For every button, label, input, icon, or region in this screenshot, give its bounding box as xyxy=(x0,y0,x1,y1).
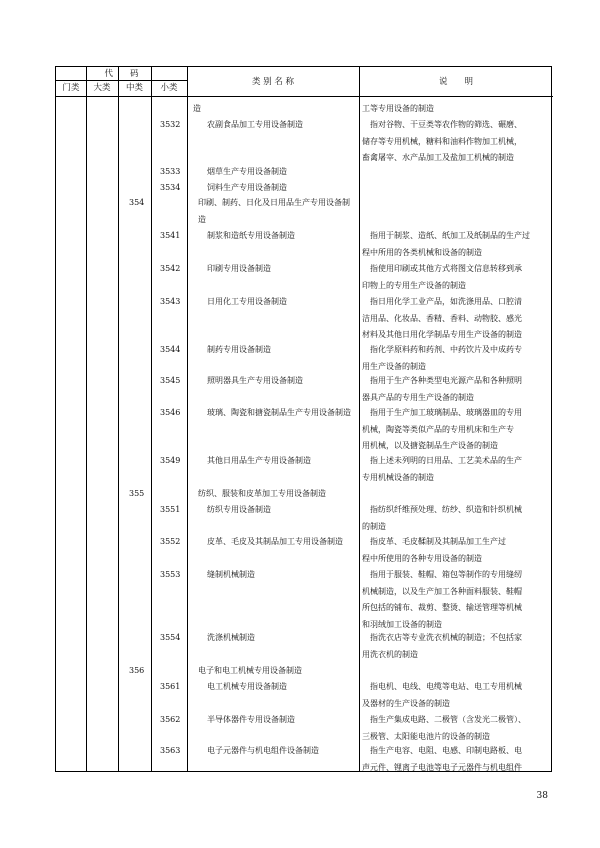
description-line: 指纺织纤维预处理、纺纱、织造和针织机械 xyxy=(370,505,522,514)
col-divider xyxy=(359,67,360,771)
description-line: 洁用品、化妆品、香精、香料、动物胶、感光 xyxy=(362,313,522,323)
header-da: 大类 xyxy=(93,83,111,93)
description-line: 储存等专用机械，糖料和油料作物加工机械， xyxy=(362,136,522,146)
small-class-code: 3534 xyxy=(160,183,181,192)
description-line: 工等专用设备的制造 xyxy=(362,104,434,113)
code-group-header: 代 码 xyxy=(104,69,139,79)
col-divider xyxy=(187,67,188,771)
small-class-code: 3553 xyxy=(160,570,181,579)
page-number: 38 xyxy=(536,791,548,801)
col-divider xyxy=(151,67,152,771)
small-class-code: 3552 xyxy=(160,537,181,546)
category-name: 洗涤机械制造 xyxy=(207,633,255,642)
small-class-code: 3543 xyxy=(160,297,181,306)
desc-header: 说 明 xyxy=(438,77,473,87)
category-name: 电工机械专用设备制造 xyxy=(207,682,287,691)
description-line: 指用于服装、鞋帽、箱包等制作的专用缝纫 xyxy=(370,570,522,579)
description-line: 声元件、锂离子电池等电子元器件与机电组件 xyxy=(362,762,522,772)
mid-class-code: 356 xyxy=(129,666,145,675)
description-line: 程中所用的各类机械和设备的制造 xyxy=(362,247,482,257)
small-class-code: 3563 xyxy=(160,746,181,755)
description-line: 三极管、太阳能电池片的设备的制造 xyxy=(362,731,490,741)
name-header: 类 别 名 称 xyxy=(251,77,295,87)
description-line: 指生产电容、电阻、电感、印制电路板、电 xyxy=(370,746,522,755)
small-class-code: 3551 xyxy=(160,505,181,514)
description-line: 和羽绒加工设备的制造 xyxy=(362,619,442,629)
category-name: 皮革、毛皮及其制品加工专用设备制造 xyxy=(207,537,343,546)
description-line: 机械，陶瓷等类似产品的专用机床和生产专 xyxy=(362,424,514,434)
row-divider xyxy=(56,96,553,97)
description-line: 的制造 xyxy=(362,521,386,531)
small-class-code: 3532 xyxy=(160,120,181,129)
category-name: 纺织、服装和皮革加工专用设备制造 xyxy=(198,489,326,498)
small-class-code: 3562 xyxy=(160,715,181,724)
description-line: 及器材的生产设备的制造 xyxy=(362,698,450,708)
description-line: 专用机械设备的制造 xyxy=(362,472,434,482)
description-line: 指上述未列明的日用品、工艺美术品的生产 xyxy=(370,456,522,465)
small-class-code: 3561 xyxy=(160,682,181,691)
header-xiao: 小类 xyxy=(160,83,178,93)
description-line: 指对谷物、干豆类等农作物的筛选、碾磨、 xyxy=(370,120,522,129)
category-name: 其他日用品生产专用设备制造 xyxy=(207,456,311,465)
mid-class-code: 354 xyxy=(129,198,145,207)
category-name: 印刷、制药、日化及日用品生产专用设备制造 xyxy=(198,198,350,224)
category-name: 纺织专用设备制造 xyxy=(207,505,271,514)
category-name: 造 xyxy=(193,104,201,113)
description-line: 用洗衣机的制造 xyxy=(362,649,418,659)
category-name: 玻璃、陶瓷和搪瓷制品生产专用设备制造 xyxy=(207,408,351,417)
description-line: 指日用化学工业产品，如洗涤用品、口腔清 xyxy=(370,297,522,306)
category-name: 电子元器件与机电组件设备制造 xyxy=(207,746,319,755)
description-line: 用生产设备的制造 xyxy=(362,361,426,371)
row-divider xyxy=(56,80,187,81)
description-line: 材料及其他日用化学制品专用生产设备的制造 xyxy=(362,330,522,339)
header-zhong: 中类 xyxy=(125,83,143,93)
description-line: 指用于制浆、造纸、纸加工及纸制品的生产过 xyxy=(370,231,530,240)
category-name: 日用化工专用设备制造 xyxy=(207,297,287,306)
category-name: 饲料生产专用设备制造 xyxy=(207,183,287,192)
description-line: 指化学原料药和药剂、中药饮片及中成药专 xyxy=(370,345,522,354)
category-name: 缝制机械制造 xyxy=(207,570,255,579)
small-class-code: 3544 xyxy=(160,345,181,354)
small-class-code: 3542 xyxy=(160,264,181,273)
small-class-code: 3545 xyxy=(160,376,181,385)
small-class-code: 3541 xyxy=(160,231,181,240)
category-name: 制浆和造纸专用设备制造 xyxy=(207,231,295,240)
header-men: 门类 xyxy=(62,83,80,93)
description-line: 指使用印刷或其他方式将图文信息转移到承 xyxy=(370,264,522,273)
description-line: 器具产品的专用生产设备的制造 xyxy=(362,392,474,402)
description-line: 畜禽屠宰、水产品加工及盐加工机械的制造 xyxy=(362,153,514,162)
mid-class-code: 355 xyxy=(129,489,145,498)
description-line: 指用于生产各种类型电光源产品和各种照明 xyxy=(370,376,522,385)
small-class-code: 3533 xyxy=(160,167,181,176)
category-name: 照明器具生产专用设备制造 xyxy=(207,376,303,385)
description-line: 印物上的专用生产设备的制造 xyxy=(362,280,466,290)
description-line: 指皮革、毛皮鞣制及其制品加工生产过 xyxy=(370,537,506,546)
category-name: 制药专用设备制造 xyxy=(207,345,271,354)
description-line: 机械制造，以及生产加工各种面料服装、鞋帽 xyxy=(362,586,522,596)
description-line: 所包括的铺布、裁剪、整烫、输送管理等机械 xyxy=(362,603,522,612)
description-line: 用机械，以及搪瓷制品生产设备的制造 xyxy=(362,441,498,450)
description-line: 指洗衣店等专业洗衣机械的制造；不包括家 xyxy=(370,633,522,642)
category-name: 烟草生产专用设备制造 xyxy=(207,167,287,176)
category-name: 电子和电工机械专用设备制造 xyxy=(198,666,302,675)
description-line: 指生产集成电路、二极管（含发光二极管）、 xyxy=(370,715,526,724)
description-line: 指电机、电线、电缆等电站、电工专用机械 xyxy=(370,682,522,691)
category-name: 半导体器件专用设备制造 xyxy=(207,715,295,724)
category-name: 农副食品加工专用设备制造 xyxy=(207,120,303,129)
col-divider xyxy=(118,67,119,771)
description-line: 指用于生产加工玻璃制品、玻璃器皿的专用 xyxy=(370,408,522,417)
description-line: 程中所使用的各种专用设备的制造 xyxy=(362,553,482,563)
col-divider xyxy=(86,67,87,771)
small-class-code: 3554 xyxy=(160,633,181,642)
category-name: 印刷专用设备制造 xyxy=(207,264,271,273)
small-class-code: 3546 xyxy=(160,408,181,417)
small-class-code: 3549 xyxy=(160,456,181,465)
